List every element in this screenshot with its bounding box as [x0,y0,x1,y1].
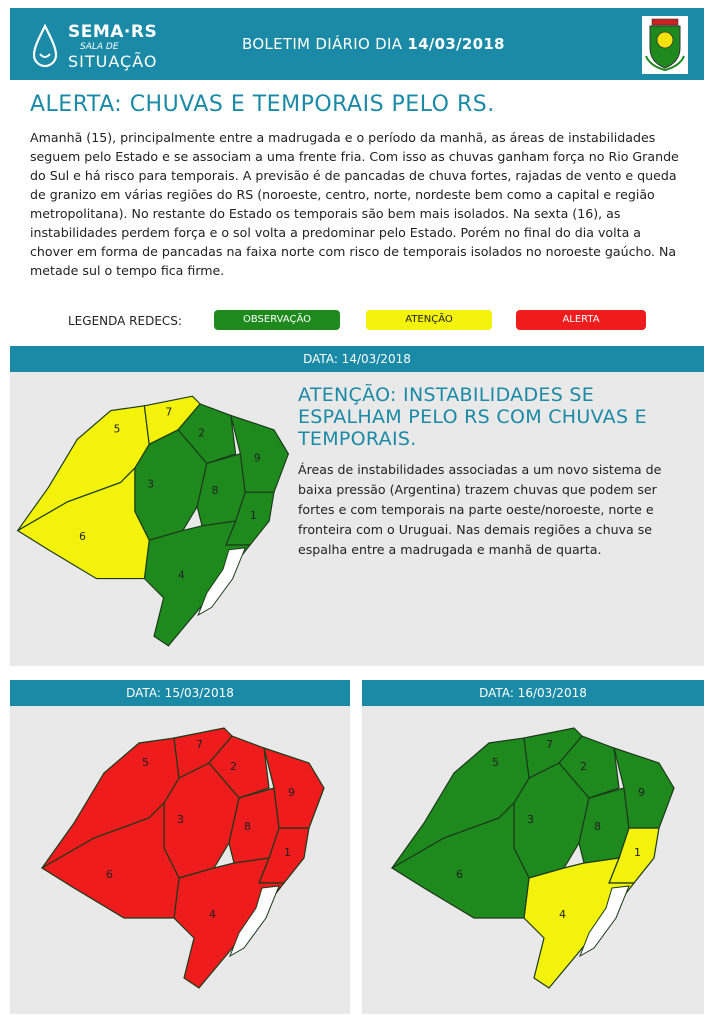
map-region-number: 6 [456,868,463,881]
map-region-number: 5 [492,756,499,769]
rs-region-map [10,386,298,656]
brand-name: SEMA·RS [68,22,158,42]
map-region-number: 7 [546,738,553,751]
map-region-number: 9 [288,786,295,799]
map-region-number: 2 [580,760,587,773]
bulletin-title [242,35,505,53]
legend [68,310,668,334]
panel-forecast-text: Áreas de instabilidades associadas a um novo sistema de baixa pressão (Argentina) trazem chuvas que podem ser fortes e com temporais na parte oeste/noroeste, norte e fronteira com o Uruguai. Nas demais regiões a chuva se espalha entre a madrugada e manhã de quarta. [298,462,662,557]
legend-label: LEGENDA REDECS: [68,314,182,328]
panel-date-bar: DATA: 16/03/2018 [362,680,704,706]
map-region-number: 6 [106,868,113,881]
map-region-number: 4 [209,908,216,921]
panel-forecast-title: ATENÇÃO: INSTABILIDADES SE ESPALHAM PELO RS COM CHUVAS E TEMPORAIS. [298,384,647,450]
brand-subtitle-1: SALA DE [80,42,119,52]
map-region-number: 3 [177,813,184,826]
map-region-number: 3 [527,813,534,826]
map-region-number: 4 [559,908,566,921]
map-region-number: 5 [113,423,121,436]
intro-bold-lead: Amanhã (15) [30,130,113,145]
state-coat-of-arms-icon [642,16,688,74]
rs-region-map [384,718,684,998]
map-region-number: 1 [284,846,291,859]
map-region-number: 8 [244,820,251,833]
map-region-number: 7 [165,406,173,419]
map-region-number: 8 [594,820,601,833]
map-region-number: 2 [198,427,205,440]
intro-paragraph [30,128,680,280]
legend-atencao: ATENÇÃO [366,310,492,330]
bulletin-title-prefix: BOLETIM DIÁRIO DIA [242,35,403,53]
map-region-number: 3 [147,478,154,491]
bulletin-date: 14/03/2018 [407,35,505,53]
legend-observacao: OBSERVAÇÃO [214,310,340,330]
map-region-number: 9 [253,452,261,465]
legend-alerta: ALERTA [516,310,646,330]
map-region-number: 2 [230,760,237,773]
sema-rs-logo [28,18,168,74]
map-region-number: 5 [142,756,149,769]
panel-date-bar: DATA: 15/03/2018 [10,680,350,706]
map-region-number: 1 [250,510,257,523]
water-drop-icon [32,24,58,68]
map-region-number: 4 [178,569,185,582]
header-banner [10,8,704,80]
map-region-number: 9 [638,786,645,799]
map-region-number: 7 [196,738,203,751]
alert-title: ALERTA: CHUVAS E TEMPORAIS PELO RS. [30,92,495,117]
rs-region-map [34,718,334,998]
panel-date-bar: DATA: 14/03/2018 [10,346,704,372]
map-region-number: 8 [211,485,219,498]
map-region-number: 1 [634,846,641,859]
brand-subtitle-2: SITUAÇÃO [68,52,158,71]
intro-text: , principalmente entre a madrugada e o período da manhã, as áreas de instabilidades seguem pelo Estado e se associam a uma frente fria. Com isso as chuvas ganham força no Rio Grande do Sul e há risco para temporais. A previsão é de pancadas de chuva fortes, rajadas de vento e queda de granizo em várias regiões do RS (noroeste, centro, norte, nordeste bem como a capital e região metropolitana). No restante do Estado os temporais são bem mais isolados. Na sexta (16), as instabilidades perdem força e o sol volta a predominar pelo Estado. Porém no final do dia volta a chover em forma de pancadas na faixa norte com risco de temporais isolados no noroeste gaúcho. Na metade sul o tempo fica firme. [30,130,679,278]
map-region-number: 6 [79,531,86,544]
